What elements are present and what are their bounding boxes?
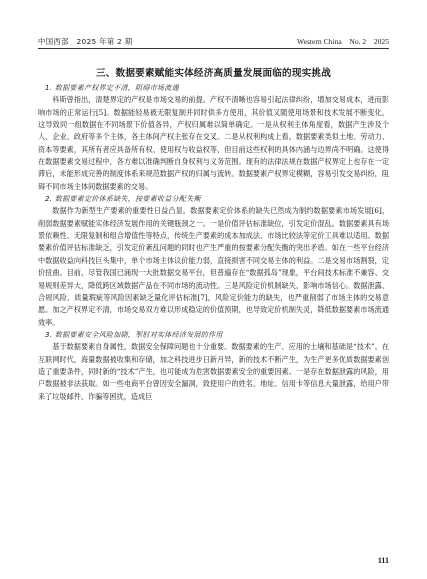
header-divider — [38, 48, 389, 49]
subsection-heading-3: 3. 数据要素安全风险加剧，掣肘对实体经济发展的作用 — [45, 330, 223, 339]
article-body — [38, 82, 389, 403]
running-header — [38, 36, 389, 47]
subsection-heading-1: 1. 数据要素产权界定不清，阻碍市场流通 — [45, 84, 179, 92]
paragraph-2: 数据作为新型生产要素的重要性日益凸显，数据要素定价体系的缺失已然成为制约数据要素市场发展[6]，削弱数据要素赋能实体经济发展作用的关键瓶颈之一。一是价值评估标准缺位，引发定价混乱。数据要素具有场景依赖性、无限复制和组合增值性等特点，传统生产要素的成本加成法、市场比较法等定价工具难以适用。数据要素价值评估标准缺乏，引发定价紊乱问题的同时也产生严重的按要素分配失衡的突出矛盾。如在一些平台经济中数据收益向科技巨头集中，单个市场主体议价能力弱，直接损害不同交易主体的利益。二是交易市场割裂，定价扭曲。目前，尽管我国已涌现一大批数据交易平台，但普遍存在“数据孤岛”现象，平台间技术标准不兼容、交易规则差异大，降低跨区域数据产品在不同市场的流动性。三是风险定价机制缺失，影响市场信心。数据泄露、合规风险、质量瑕疵等风险因素缺乏量化评估标准[7]，风险定价能力的缺失，也严重削弱了市场主体的交易意愿。加之产权界定不清，市场交易双方难以形成稳定的价值预期，也导致定价机制失灵，降低数据要素市场流通效率。 — [38, 206, 389, 327]
journal-header-en: Western China No. 2 2025 — [297, 37, 389, 46]
section-title: 三、数据要素赋能实体经济高质量发展面临的现实挑战 — [95, 68, 332, 79]
journal-header-cn: 中国西部 2025 年第 2 期 — [38, 37, 133, 46]
subsection-heading-2: 2. 数据要素定价体系缺失，按要素收益分配失衡 — [45, 195, 201, 204]
paragraph-3: 基于数据要素自身属性，数据安全保障问题也十分重要。数据要素的生产、应用的土壤和基础是“技术”。在互联网时代，海量数据被收集和存储，加之科技进步日新月异，新的技术不断产生，为生产更多优质数据要素创造了重要条件，同时新的“技术”产生，也可能成为危害数据要素安全的重要因素。一是存在数据泄露的风险，用户数据被非法获取。如一些电商平台曾因安全漏洞，致使用户的姓名、地址、信用卡等信息大量泄露，给用户带来了垃圾邮件、诈骗等困扰，造成巨 — [38, 342, 389, 401]
page-number: 111 — [377, 556, 389, 565]
paragraph-1: 科斯曾指出，清楚界定的产权是市场交易的前提。产权不清晰也容易引起法律纠纷，增加交易成本，进而影响市场的正常运行[5]。数据能轻易被无限复制并同时供多方使用，其价值又随使用场景和技术发展不断变化，这导致同一组数据在不同场景下价值各异，产权归属难以简单确定。一是从权利主体角度看，数据产生涉及个人、企业、政府等多个主体，各主体间产权主张存在交叉。二是从权利构成上看，数据要素类似土地、劳动力、资本等要素，其所有者应具备所有权、使用权与收益权等，但目前这些权利的具体内涵与边界尚不明确。这使得在数据要素交易过程中，各方难以准确判断自身权利与义务范围。现有的法律法规在数据产权界定上也存在一定滞后，未能形成完善的制度体系来规范数据产权的归属与流转。数据要素产权界定模糊，容易引发交易纠纷，阻碍不同市场主体间数据要素的交易。 — [38, 95, 389, 191]
